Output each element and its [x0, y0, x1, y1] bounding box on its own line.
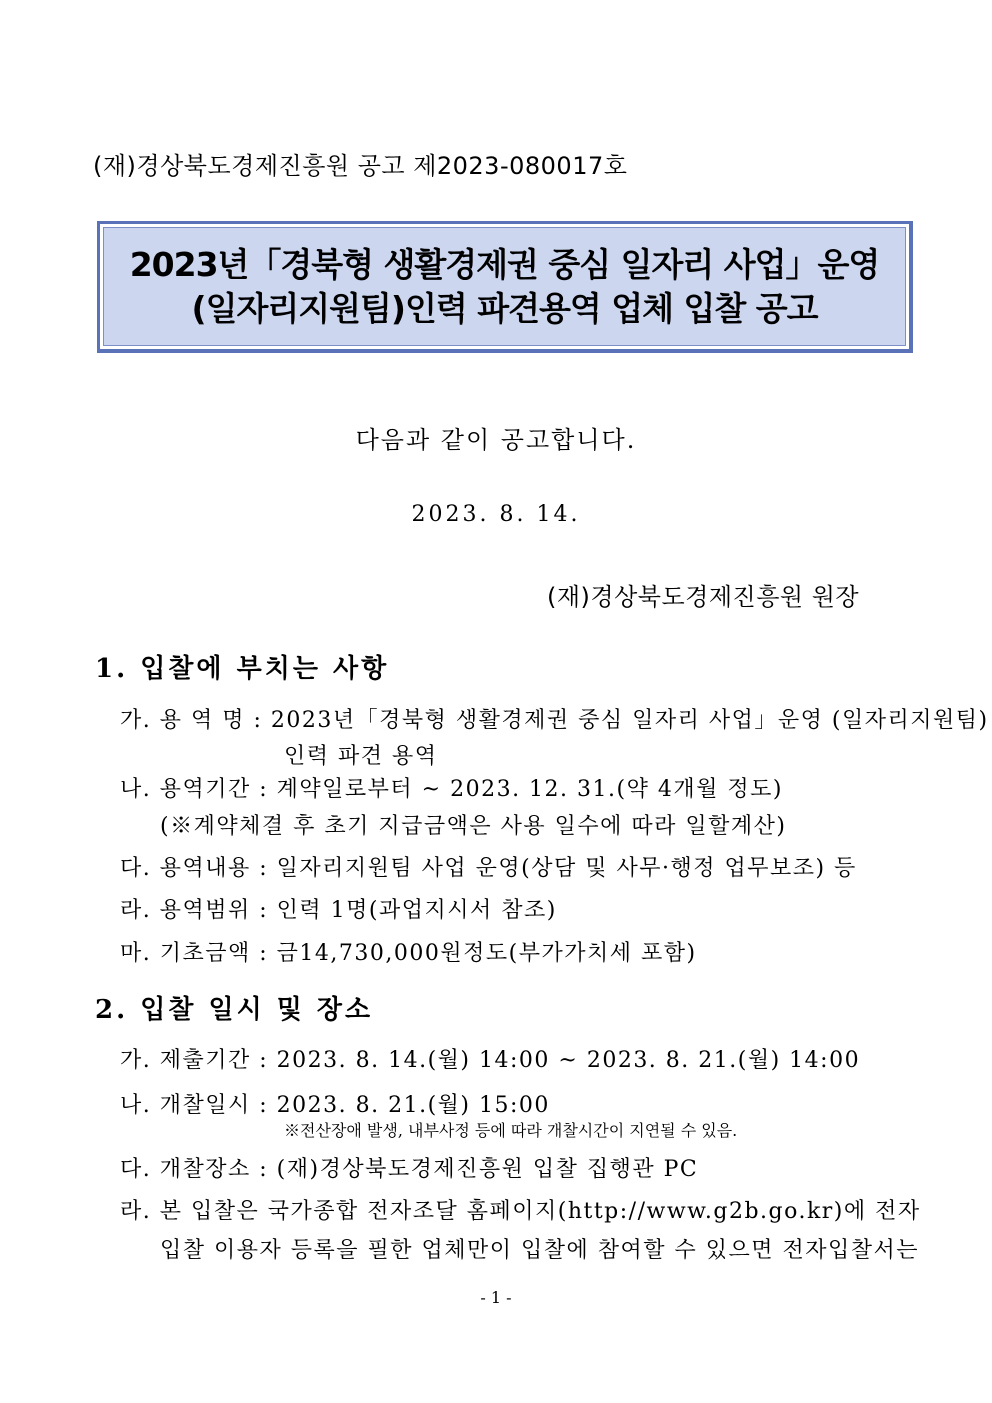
item-service-name-cont: 인력 파견 용역 — [284, 744, 438, 769]
item-service-scope: 라. 용역범위 : 인력 1명(과업지시서 참조) — [120, 898, 557, 923]
section-heading: 1. 입찰에 부치는 사항 — [95, 654, 390, 684]
item-opening-datetime: 나. 개찰일시 : 2023. 8. 21.(월) 15:00 — [120, 1093, 550, 1118]
section-heading: 2. 입찰 일시 및 장소 — [95, 995, 374, 1025]
issuer: (재)경상북도경제진흥원 원장 — [547, 583, 860, 611]
item-service-name: 가. 용 역 명 : 2023년「경북형 생활경제권 중심 일자리 사업」운영 (일자리지원팀) — [120, 708, 989, 733]
notice-date: 2023. 8. 14. — [411, 502, 581, 527]
intro-text: 다음과 같이 공고합니다. — [355, 426, 637, 454]
item-submission-period: 가. 제출기간 : 2023. 8. 14.(월) 14:00 ~ 2023. 8. 21.(월) 14:00 — [120, 1048, 861, 1073]
page-number: - 1 - — [480, 1288, 512, 1307]
title-line-2: (일자리지원팀)인력 파견용역 업체 입찰 공고 — [191, 288, 818, 328]
title-box — [97, 221, 913, 353]
item-e-bidding-cont: 입찰 이용자 등록을 필한 업체만이 입찰에 참여할 수 있으면 전자입찰서는 — [160, 1238, 920, 1263]
title-line-1: 2023년「경북형 생활경제권 중심 일자리 사업」운영 — [129, 244, 880, 284]
item-opening-note: ※전산장애 발생, 내부사정 등에 따라 개찰시간이 지연될 수 있음. — [284, 1121, 738, 1140]
item-service-period: 나. 용역기간 : 계약일로부터 ~ 2023. 12. 31.(약 4개월 정도) — [120, 777, 783, 802]
item-service-period-note: (※계약체결 후 초기 지급금액은 사용 일수에 따라 일할계산) — [160, 814, 787, 839]
item-base-amount: 마. 기초금액 : 금14,730,000원정도(부가가치세 포함) — [120, 941, 697, 966]
notice-number: (재)경상북도경제진흥원 공고 제2023-080017호 — [93, 152, 628, 180]
item-e-bidding: 라. 본 입찰은 국가종합 전자조달 홈페이지(http://www.g2b.go.kr)에 전자 — [120, 1199, 921, 1224]
title-panel — [103, 227, 906, 346]
item-opening-place: 다. 개찰장소 : (재)경상북도경제진흥원 입찰 집행관 PC — [120, 1157, 699, 1182]
item-service-content: 다. 용역내용 : 일자리지원팀 사업 운영(상담 및 사무·행정 업무보조) 등 — [120, 856, 857, 881]
